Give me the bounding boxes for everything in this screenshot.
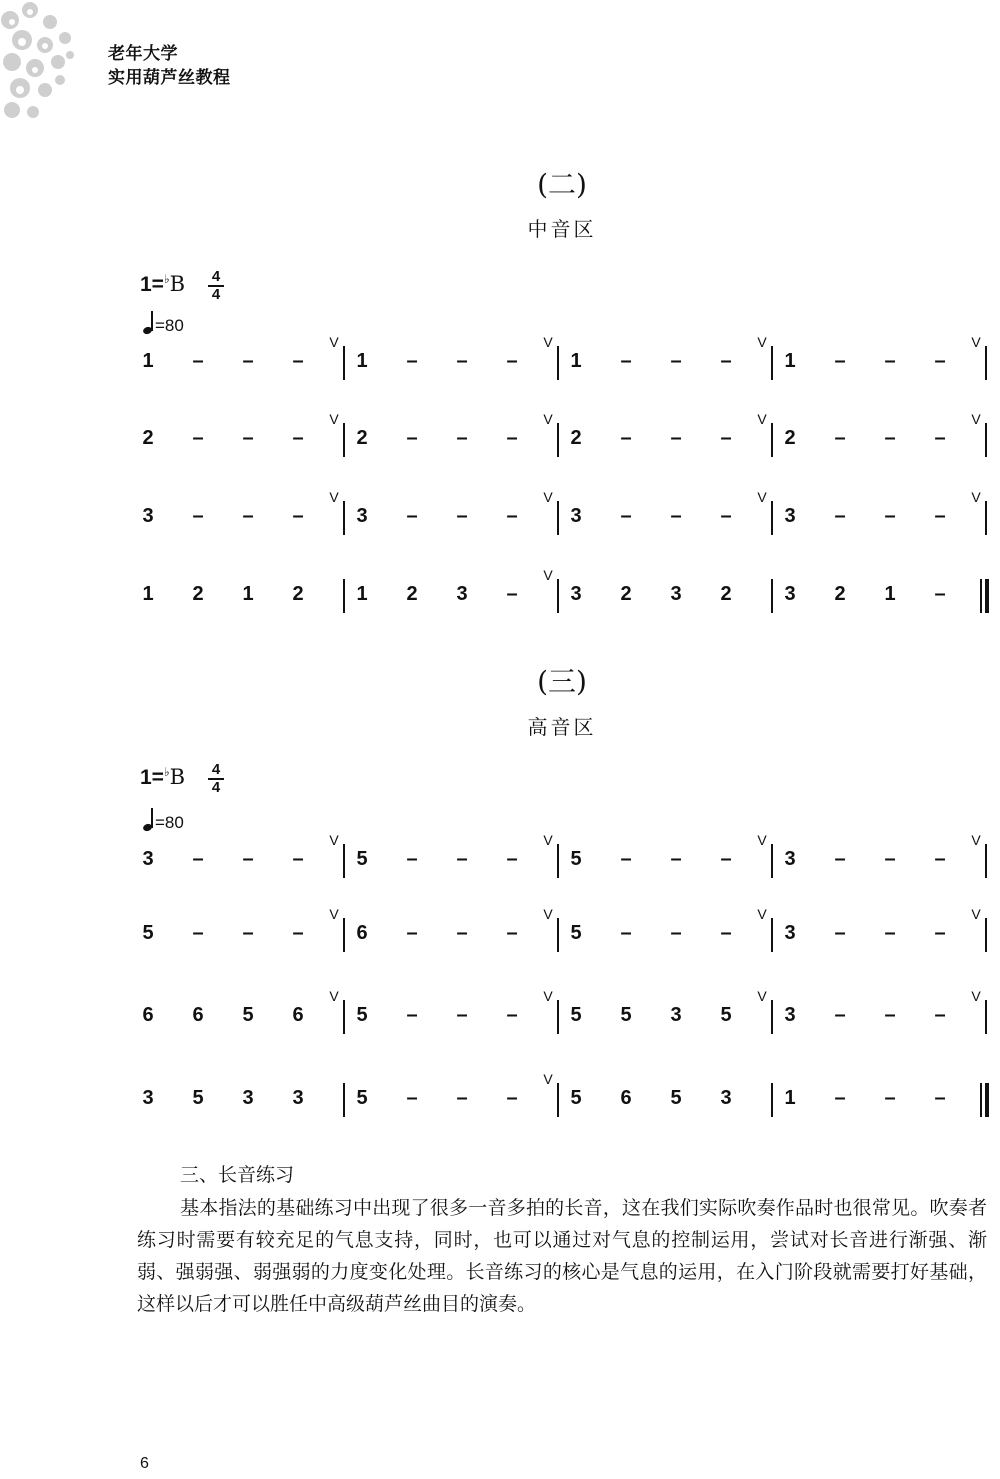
key-prefix: 1= [140, 766, 164, 789]
score-note: 5 [570, 848, 582, 870]
barline [771, 501, 773, 535]
breath-mark: V [971, 906, 981, 922]
score-note: 5 [570, 922, 582, 944]
score-note: 3 [292, 1087, 304, 1109]
body-paragraph: 基本指法的基础练习中出现了很多一音多拍的长音，这在我们实际吹奏作品时也很常见。吹奏者练习时需要有较充足的气息支持，同时，也可以通过对气息的控制运用，尝试对长音进行渐强、渐弱、强弱强、弱强弱的力度变化处理。长音练习的核心是气息的运用，在入门阶段就需要打好基础，这样以后才可以胜任中高级葫芦丝曲目的演奏。 [137, 1197, 987, 1315]
score-note: – [834, 848, 846, 870]
score-note: 2 [192, 583, 204, 605]
score-note: – [720, 350, 732, 372]
score-line [0, 906, 1000, 960]
score-note: 3 [720, 1087, 732, 1109]
tempo-value: =80 [155, 316, 184, 335]
score-note: 1 [142, 350, 154, 372]
barline [985, 1000, 987, 1034]
barline [343, 1083, 345, 1117]
score-note: 1 [356, 350, 368, 372]
score-note: 2 [356, 427, 368, 449]
score-note: 3 [670, 1004, 682, 1026]
score-note: 3 [142, 505, 154, 527]
breath-mark: V [757, 489, 767, 505]
barline [771, 579, 773, 613]
score-note: 5 [142, 922, 154, 944]
score-note: – [292, 922, 304, 944]
barline [985, 346, 987, 380]
time-top: 4 [211, 761, 221, 778]
score-note: 6 [356, 922, 368, 944]
breath-mark: V [971, 988, 981, 1004]
score-note: – [506, 583, 518, 605]
score-note: – [670, 505, 682, 527]
barline [771, 918, 773, 952]
breath-mark: V [329, 988, 339, 1004]
barline [771, 844, 773, 878]
score-note: 3 [142, 1087, 154, 1109]
score-note: – [720, 505, 732, 527]
score-note: – [506, 350, 518, 372]
score-note: – [620, 505, 632, 527]
time-bottom: 4 [211, 286, 221, 303]
score-note: 5 [570, 1004, 582, 1026]
key-prefix: 1= [140, 273, 164, 296]
score-note: 3 [784, 1004, 796, 1026]
score-note: – [834, 427, 846, 449]
breath-mark: V [329, 906, 339, 922]
score-note: – [884, 848, 896, 870]
score-note: – [292, 427, 304, 449]
score-note: – [506, 848, 518, 870]
barline [343, 501, 345, 535]
breath-mark: V [757, 832, 767, 848]
score-note: 3 [670, 583, 682, 605]
barline [343, 844, 345, 878]
score-note: – [834, 350, 846, 372]
score-note: – [192, 922, 204, 944]
score-note: – [670, 350, 682, 372]
score-note: – [292, 505, 304, 527]
key-letter: B [169, 765, 186, 789]
barline [771, 1000, 773, 1034]
score-note: – [242, 427, 254, 449]
score-note: 3 [784, 848, 796, 870]
score-note: – [456, 1087, 468, 1109]
breath-mark: V [971, 832, 981, 848]
barline [343, 346, 345, 380]
score-note: – [620, 922, 632, 944]
score-note: – [884, 1087, 896, 1109]
score-note: 3 [142, 848, 154, 870]
score-note: – [934, 1087, 946, 1109]
score-note: – [406, 1004, 418, 1026]
floral-ornament-icon [0, 0, 80, 125]
score-note: – [934, 427, 946, 449]
score-note: – [242, 848, 254, 870]
score-note: – [834, 505, 846, 527]
score-note: – [670, 848, 682, 870]
score-note: – [192, 505, 204, 527]
breath-mark: V [757, 411, 767, 427]
score-note: – [406, 350, 418, 372]
barline [557, 346, 559, 380]
score-note: 2 [620, 583, 632, 605]
score-note: 6 [192, 1004, 204, 1026]
score-note: – [406, 922, 418, 944]
score-line [0, 1071, 1000, 1125]
score-note: 6 [292, 1004, 304, 1026]
score-note: – [192, 848, 204, 870]
header-line-2: 实用葫芦丝教程 [108, 68, 231, 88]
score-note: – [406, 427, 418, 449]
key-signature [140, 765, 185, 790]
score-note: 1 [570, 350, 582, 372]
score-line [0, 988, 1000, 1042]
score-note: – [406, 848, 418, 870]
score-note: – [406, 1087, 418, 1109]
score-line [0, 489, 1000, 543]
breath-mark: V [543, 832, 553, 848]
score-note: 2 [292, 583, 304, 605]
section-number: (三) [537, 665, 587, 698]
score-note: 2 [570, 427, 582, 449]
breath-mark: V [329, 832, 339, 848]
section-subtitle: 中音区 [527, 217, 597, 241]
score-note: – [506, 427, 518, 449]
time-signature [208, 270, 224, 302]
score-note: – [292, 350, 304, 372]
score-note: – [884, 427, 896, 449]
score-note: – [456, 1004, 468, 1026]
breath-mark: V [543, 988, 553, 1004]
flat-sign: ♭ [163, 272, 170, 286]
score-note: – [720, 922, 732, 944]
score-note: – [834, 1004, 846, 1026]
score-note: – [934, 1004, 946, 1026]
tempo-value: =80 [155, 813, 184, 832]
score-note: – [506, 1087, 518, 1109]
book-header [108, 42, 231, 90]
score-note: 5 [670, 1087, 682, 1109]
score-note: – [884, 1004, 896, 1026]
score-note: – [884, 350, 896, 372]
barline [985, 844, 987, 878]
score-note: – [720, 427, 732, 449]
score-note: 5 [570, 1087, 582, 1109]
score-note: 5 [242, 1004, 254, 1026]
barline [557, 501, 559, 535]
score-note: 1 [242, 583, 254, 605]
tempo-marking [143, 311, 184, 336]
score-note: 3 [784, 583, 796, 605]
score-note: 1 [884, 583, 896, 605]
score-note: – [720, 848, 732, 870]
score-note: 3 [784, 505, 796, 527]
time-bottom: 4 [211, 779, 221, 796]
flat-sign: ♭ [163, 765, 170, 779]
score-note: – [934, 922, 946, 944]
barline [771, 346, 773, 380]
score-note: 1 [142, 583, 154, 605]
breath-mark: V [543, 334, 553, 350]
score-note: – [834, 922, 846, 944]
score-note: – [670, 427, 682, 449]
key-signature [140, 272, 185, 297]
breath-mark: V [757, 334, 767, 350]
breath-mark: V [543, 489, 553, 505]
barline [985, 423, 987, 457]
score-note: – [884, 922, 896, 944]
barline [985, 501, 987, 535]
score-note: – [834, 1087, 846, 1109]
score-note: 2 [784, 427, 796, 449]
score-note: – [934, 505, 946, 527]
score-note: 1 [784, 350, 796, 372]
score-note: 5 [356, 1087, 368, 1109]
tempo-marking [143, 808, 184, 833]
score-note: – [242, 350, 254, 372]
breath-mark: V [329, 489, 339, 505]
score-note: – [934, 583, 946, 605]
barline [343, 423, 345, 457]
key-letter: B [169, 272, 186, 296]
section-heading: 三、长音练习 [180, 1164, 295, 1186]
breath-mark: V [543, 1071, 553, 1087]
score-note: 5 [192, 1087, 204, 1109]
breath-mark: V [543, 567, 553, 583]
score-line [0, 832, 1000, 886]
page-number: 6 [140, 1455, 149, 1472]
quarter-note-icon [143, 808, 155, 832]
score-note: – [456, 427, 468, 449]
score-note: 1 [784, 1087, 796, 1109]
score-note: 2 [834, 583, 846, 605]
score-note: – [456, 350, 468, 372]
time-signature [208, 763, 224, 795]
breath-mark: V [971, 489, 981, 505]
barline [771, 1083, 773, 1117]
breath-mark: V [329, 334, 339, 350]
barline [985, 918, 987, 952]
score-note: – [934, 350, 946, 372]
quarter-note-icon [143, 311, 155, 335]
score-note: – [620, 848, 632, 870]
breath-mark: V [543, 906, 553, 922]
score-note: – [456, 922, 468, 944]
score-note: 2 [720, 583, 732, 605]
score-note: – [506, 922, 518, 944]
score-line [0, 334, 1000, 388]
barline [557, 423, 559, 457]
score-line [0, 567, 1000, 621]
breath-mark: V [971, 334, 981, 350]
barline [557, 844, 559, 878]
score-note: 3 [456, 583, 468, 605]
score-note: – [934, 848, 946, 870]
barline [343, 918, 345, 952]
barline [343, 579, 345, 613]
score-note: 3 [570, 505, 582, 527]
barline [557, 1083, 559, 1117]
score-note: – [192, 350, 204, 372]
barline [343, 1000, 345, 1034]
score-note: – [884, 505, 896, 527]
score-note: – [670, 922, 682, 944]
score-note: 2 [406, 583, 418, 605]
score-note: 3 [356, 505, 368, 527]
score-note: 5 [356, 848, 368, 870]
score-note: – [506, 505, 518, 527]
score-note: 2 [142, 427, 154, 449]
breath-mark: V [757, 906, 767, 922]
score-note: – [406, 505, 418, 527]
breath-mark: V [543, 411, 553, 427]
score-note: – [620, 350, 632, 372]
score-note: – [456, 848, 468, 870]
barline [771, 423, 773, 457]
score-note: 1 [356, 583, 368, 605]
section-number: (二) [537, 168, 587, 201]
score-note: 3 [242, 1087, 254, 1109]
score-note: 3 [784, 922, 796, 944]
score-note: 3 [570, 583, 582, 605]
time-top: 4 [211, 268, 221, 285]
breath-mark: V [329, 411, 339, 427]
barline [557, 918, 559, 952]
score-note: 5 [356, 1004, 368, 1026]
section-subtitle: 高音区 [527, 715, 597, 739]
score-note: – [292, 848, 304, 870]
score-note: 5 [720, 1004, 732, 1026]
barline [557, 579, 559, 613]
breath-mark: V [757, 988, 767, 1004]
score-note: 5 [620, 1004, 632, 1026]
score-line [0, 411, 1000, 465]
score-note: – [620, 427, 632, 449]
score-note: – [506, 1004, 518, 1026]
final-barline [980, 1083, 989, 1117]
breath-mark: V [971, 411, 981, 427]
header-line-1: 老年大学 [108, 44, 178, 64]
score-note: – [242, 505, 254, 527]
score-note: 6 [142, 1004, 154, 1026]
score-note: – [192, 427, 204, 449]
final-barline [980, 579, 989, 613]
score-note: – [242, 922, 254, 944]
score-note: – [456, 505, 468, 527]
barline [557, 1000, 559, 1034]
score-note: 6 [620, 1087, 632, 1109]
